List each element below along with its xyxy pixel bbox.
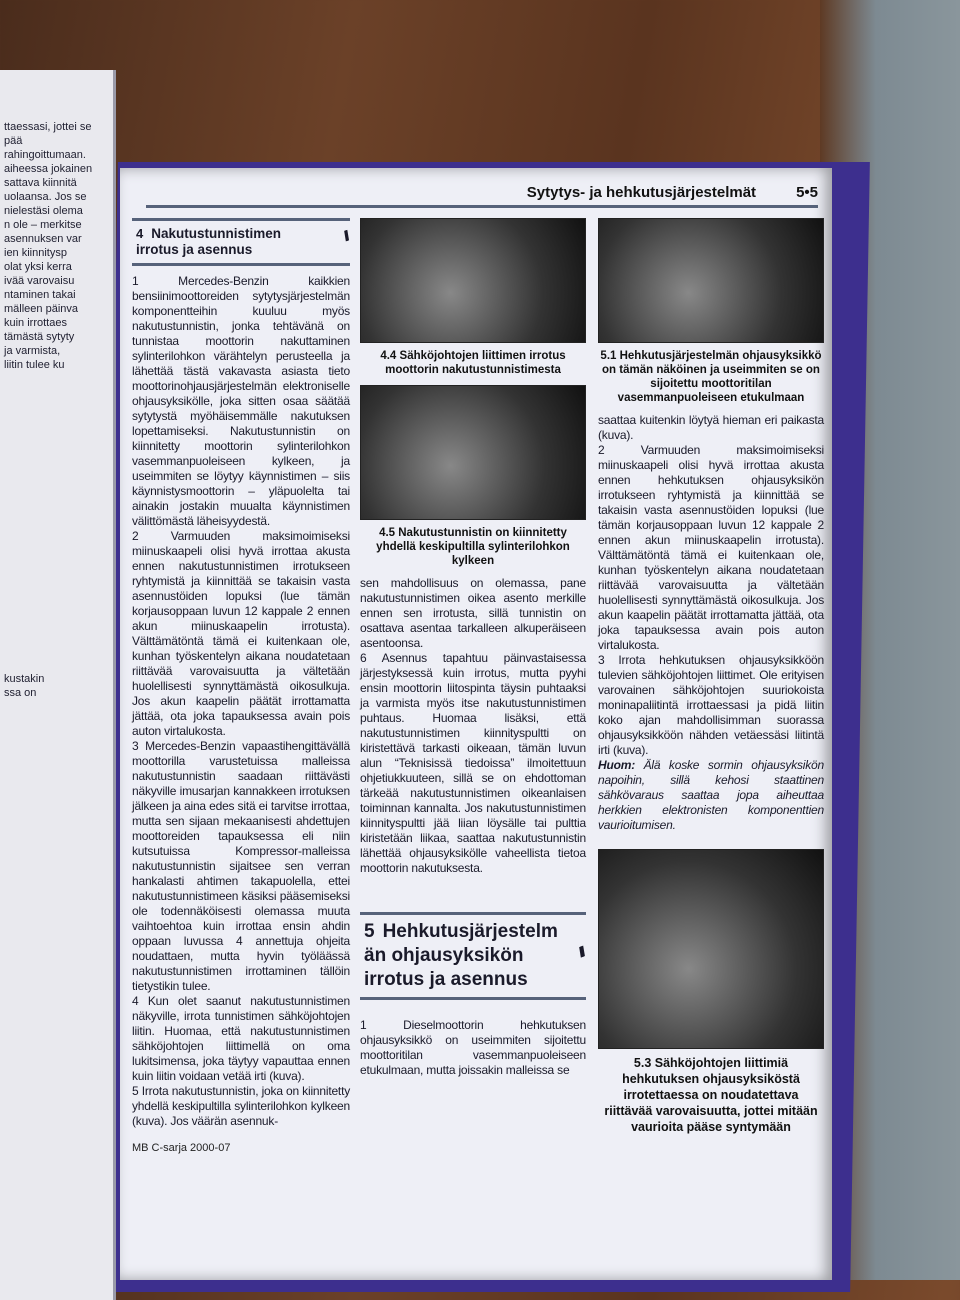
- left-page-line: ttaessasi, jottei se pää: [4, 121, 92, 147]
- right-page: [120, 168, 832, 1280]
- left-page-text: [0, 120, 113, 700]
- left-page-line: olat yksi kerra: [4, 261, 72, 273]
- section-title: Nakutustunnistimen irrotus ja asennus: [136, 226, 281, 257]
- difficulty-wrench-icon: ////: [576, 943, 586, 961]
- column-3: [598, 218, 824, 1143]
- paragraph: 6 Asennus tapahtuu päinvastaisessa järjestyksessä kuin irrotus, mutta pyyhi ensin moottorin liitospinta täysin puhtaaksi ja varmista myös itse nakutustunnistimen puhtaus. Huomaa lisäksi, että nakutustunnistimen kiinnityspultti on kiristettävä tarkasti oikeaan, tämän luvun alun “Teknisissä tiedoissa” ilmoitettuun ohjetiukkuuteen, sillä se on ehdottoman tärkeää nakutustunnistimen oikeanlaisen toiminnan kannalta. Jos nakutustunnistimen kiinnityspultti jää liian löysälle tai pulttia kiristetään liikaa, saattaa nakutustunnistin lähettää ohjausyksikölle vaheellista tietoa moottorin nakutuksesta.: [360, 651, 586, 875]
- left-page-line: nielestäsi olema: [4, 205, 83, 217]
- paragraph: 4 Kun olet saanut nakutustunnistimen näkyville, irrota tunnistimen sähköjohtojen liitin. Huomaa, että nakutustunnistimen sähköjohtojen liittimellä on oma lukitsimensa, joka täytyy vapauttaa ennen kuin liitin voidaan vetää irti (kuva).: [132, 994, 350, 1083]
- column-2: [360, 218, 586, 1078]
- section-5-heading: [360, 912, 586, 1000]
- section-title: Hehkutusjärjestelmän ohjausyksikön irrotus ja asennus: [364, 921, 558, 990]
- paragraph: 1 Dieselmoottorin hehkutuksen ohjausyksikkö on useimmiten sijoitettu moottoritilan vasemmanpuoleiseen etukulmaan, mutta joissakin malleissa se: [360, 1018, 586, 1077]
- left-page-line: tämästä sytyty: [4, 331, 75, 343]
- left-page-line: ien kiinnitysp: [4, 247, 67, 259]
- left-page-line: sattava kiinnitä: [4, 177, 77, 189]
- section-4-heading: [132, 218, 350, 266]
- paragraph: sen mahdollisuus on olemassa, pane nakutustunnistimen oikea asento merkille ennen sen irrotusta, sillä tunnistin on osattava asentaa tarkalleen alkuperäiseen asentoonsa.: [360, 576, 586, 650]
- left-page-line: ssa on: [4, 687, 37, 699]
- photo-5-3: [598, 849, 824, 1049]
- note-text: Älä koske sormin ohjausyksikön napoihin, sillä kehosi staattinen sähkövaraus saattaa jopa aiheuttaa herkkien elektronisten komponenttien vaurioitumisen.: [598, 758, 825, 832]
- page-header: [146, 180, 818, 208]
- caption-4-4: 4.4 Sähköjohtojen liittimen irrotus moottorin nakutustunnistimesta: [380, 350, 566, 376]
- paragraph: 5 Irrota nakutustunnistin, joka on kiinnitetty yhdellä keskipultilla sylinterilohkon kylkeen (kuva). Jos väärän asennuk-: [132, 1084, 350, 1128]
- page-number: 5•5: [796, 184, 818, 201]
- left-page-line: aiheessa jokainen: [4, 163, 93, 175]
- section-number: 5: [364, 921, 375, 942]
- left-page: [0, 70, 116, 1300]
- left-page-line: n ole – merkitse: [4, 219, 82, 231]
- paragraph: saattaa kuitenkin löytyä hieman eri paikasta (kuva).: [598, 413, 824, 442]
- paragraph: 2 Varmuuden maksimoimiseksi miinuskaapeli olisi hyvä irrottaa akusta ennen hehkutuksen ohjausyksikön irrotukseen ryhtymistä ja kiinnittää se takaisin vasta asennustöiden lopuksi (lue tämän korjausoppaan luvun 12 kappale 2 ennen akun miinuskaapelin irrotusta). Välttämätöntä tämä ei kuitenkaan ole, kunhan työskentelyn aikana noudatetaan riittävää varovaisuutta ja vältetään huolellisesti synnyttämästä oikosulkuja. Jos akun kaapelin päätät irrottamatta jättää, ota joka tapauksessa avain pois auton virtalukosta.: [598, 443, 824, 652]
- paragraph: 3 Irrota hehkutuksen ohjausyksikköön tulevien sähköjohtojen liittimet. Ole erityisen varovainen sähköjohtojen suuriokoista moninapaliitintä irrottaessasi ja pidä liitin koko ajan mahdollisimman suorassa ohjausyksikköön nähden vetäessäsi liitintä irti (kuva).: [598, 653, 824, 757]
- chapter-title: Sytytys- ja hehkutusjärjestelmät: [526, 184, 757, 201]
- left-page-line: asennuksen var: [4, 233, 82, 245]
- left-page-line: kustakin: [4, 673, 45, 685]
- photo-4-5: [360, 385, 586, 520]
- section-number: 4: [136, 226, 144, 241]
- page-footer: MB C-sarja 2000-07: [132, 1142, 231, 1154]
- left-page-line: ja varmista,: [4, 345, 61, 357]
- left-page-line: ivää varovaisu: [4, 275, 75, 287]
- note-label: Huom:: [598, 758, 635, 772]
- left-page-line: liitin tulee ku: [4, 359, 65, 371]
- left-page-line: rahingoittumaan.: [4, 149, 86, 161]
- photo-4-4: [360, 218, 586, 343]
- caption-5-3: 5.3 Sähköjohtojen liittimiä hehkutuksen ohjausyksiköstä irrotettaessa on noudatettava riittävää varovaisuutta, jottei mitään vaurioita pääse syntymään: [604, 1056, 818, 1134]
- photo-5-1: [598, 218, 824, 343]
- paragraph: 1 Mercedes-Benzin kaikkien bensiinimoottoreiden sytytysjärjestelmän komponentteihin kuuluu myös nakutustunnistin, jonka tehtävänä on tunnistaa moottorin nakuttaminen sylinterilohkon värähtelyn perusteella ja lähettää tästä vakavasta asiasta tieto moottorinohjausjärjestelmän elektroniselle ohjausyksikölle, joka sitten osaa säätää sytytystä myöhäisemmälle nakutuksen lopettamiseksi. Nakutustunnistin on kiinnitetty moottorin sylinterilohkon vasemmanpuoleiseen kylkeen, ja useimmiten se löytyy käynnistimen – siis käynnistysmoottorin – yläpuolelta tai ainakin jostakin muualta käynnistimen välittömästä läheisyydestä.: [132, 274, 350, 528]
- note-paragraph: [598, 758, 824, 833]
- left-page-line: ntaminen takai: [4, 289, 76, 301]
- caption-5-1: 5.1 Hehkutusjärjestelmän ohjausyksikkö on tämän näköinen ja useimmiten se on sijoitettu moottoritilan vasemmanpuoleiseen etukulmaan: [600, 350, 822, 404]
- column-1: [132, 218, 350, 1156]
- left-page-line: uolaansa. Jos se: [4, 191, 87, 203]
- paragraph: 3 Mercedes-Benzin vapaastihengittävällä moottorilla varustetuissa malleissa nakutustunnistin saadaan riittävästi näkyville imusarjan kannakkeen irrotuksen jälkeen ja aina edes sitä ei tarvitse irrottaa, mutta sen sijaan mekaanisesti ahdettujen moottoreiden tapauksessa eli niin kutsutuissa Kompressor-malleissa nakutustunnistin sijaitsee sen verran hankalasti ahtimen takapuolella, ettei nakutustunnistimeen käsiksi pääsemiseksi ole todennäköisesti olemassa muuta vaihtoehtoa kuin irrottaa ensin ahdin oppaan luvussa 4 annettuja ohjeita noudattaen, mutta hyvin työläässä nakutustunnistimen irrottaminen tällöin tietystikin tulee.: [132, 739, 350, 993]
- caption-4-5: 4.5 Nakutustunnistin on kiinnitetty yhdellä keskipultilla sylinterilohkon kylkeen: [376, 527, 570, 567]
- left-page-line: kuin irrottaes: [4, 317, 67, 329]
- left-page-line: mälleen päinva: [4, 303, 78, 315]
- difficulty-wrench-icon: ///: [341, 228, 350, 245]
- paragraph: 2 Varmuuden maksimoimiseksi miinuskaapeli olisi hyvä irrottaa akusta ennen nakutustunnistimen irrotukseen ryhtymistä ja kiinnittää se takaisin vasta asennustöiden lopuksi (lue tämän korjausoppaan luvun 12 kappale 2 ennen akun miinuskaapelin irrotusta). Välttämätöntä tämä ei kuitenkaan ole, kunhan työskentelyn aikana noudatetaan riittävää varovaisuutta ja vältetään huolellisesti synnyttämästä oikosulkuja. Jos akun kaapelin päätät irrottamatta jättää, ota joka tapauksessa avain pois auton virtalukosta.: [132, 529, 350, 738]
